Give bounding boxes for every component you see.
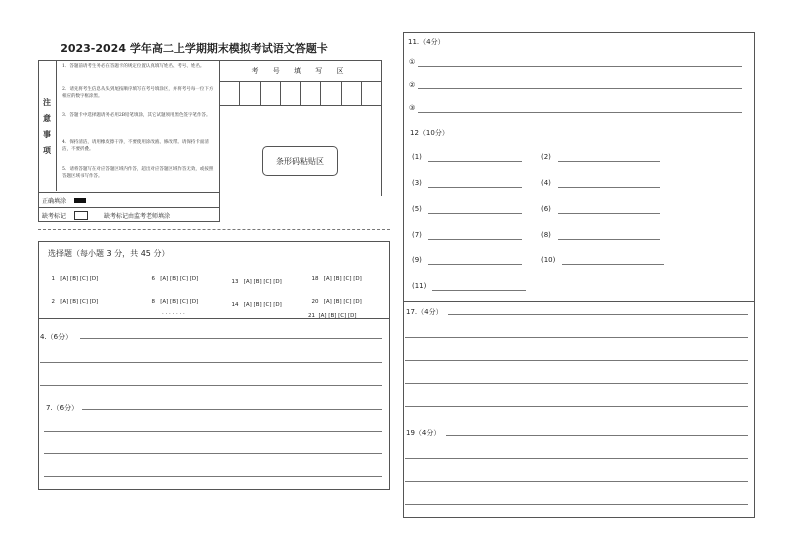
- id-cell[interactable]: [220, 82, 240, 106]
- mc-question[interactable]: [228, 273, 282, 285]
- blank-label: (10): [541, 256, 556, 264]
- question-11-label: 11.（4分）: [408, 38, 445, 46]
- blank-label: (8): [541, 231, 551, 239]
- id-cells: [220, 82, 382, 106]
- answer-line[interactable]: [405, 337, 748, 338]
- mc-partial-row: . . . . . . .: [162, 310, 185, 316]
- mc-options[interactable]: [A] [B] [C] [D]: [323, 276, 362, 282]
- mc-options[interactable]: [A] [B] [C] [D]: [160, 299, 199, 305]
- answer-line[interactable]: [558, 187, 660, 188]
- answer-line[interactable]: [428, 187, 522, 188]
- mc-options[interactable]: [A] [B] [C] [D]: [243, 279, 282, 285]
- blank-label: (3): [412, 179, 422, 187]
- blank-label: (1): [412, 153, 422, 161]
- mc-question[interactable]: [308, 293, 362, 305]
- question-7-label: 7.（6分）: [46, 404, 79, 412]
- answer-line[interactable]: [405, 481, 748, 482]
- mc-question[interactable]: [148, 270, 198, 282]
- answer-line[interactable]: [44, 453, 382, 454]
- notice-label-char: 事: [43, 128, 51, 139]
- blank-label: (2): [541, 153, 551, 161]
- barcode-area: 条形码粘贴区: [262, 146, 338, 176]
- answer-line[interactable]: [405, 504, 748, 505]
- mc-question[interactable]: [308, 270, 362, 282]
- blank-label: (6): [541, 205, 551, 213]
- blank-label: (4): [541, 179, 551, 187]
- blank-label: ②: [409, 81, 416, 89]
- answer-line[interactable]: [562, 264, 664, 265]
- answer-line[interactable]: [432, 290, 526, 291]
- id-cell[interactable]: [321, 82, 341, 106]
- filled-box-icon: [74, 198, 86, 203]
- id-cell[interactable]: [240, 82, 260, 106]
- notice-item: 2．请先将考生信息从头到尾按顺序填写在考号填涂区，并将考号每一位下方相应的数字框涂黑。: [62, 87, 214, 99]
- mc-question-number: 2: [51, 299, 55, 305]
- id-cell[interactable]: [261, 82, 281, 106]
- blank-label: ③: [409, 104, 416, 112]
- left-answer-box: [38, 319, 390, 490]
- answer-line[interactable]: [418, 112, 742, 113]
- mc-question[interactable]: [228, 296, 282, 308]
- answer-line[interactable]: [82, 409, 382, 410]
- section-divider: [403, 301, 755, 302]
- notice-label: [38, 60, 57, 191]
- mc-question[interactable]: [148, 293, 198, 305]
- cut-line: [38, 229, 390, 230]
- answer-line[interactable]: [558, 161, 660, 162]
- notice-label-char: 项: [43, 144, 51, 155]
- answer-line[interactable]: [558, 213, 660, 214]
- correct-fill-row: [38, 192, 220, 207]
- mc-question-number: 14: [231, 302, 239, 308]
- notice-label-char: 注: [43, 96, 51, 107]
- answer-line[interactable]: [44, 431, 382, 432]
- correct-fill-label: 正确填涂: [42, 197, 67, 205]
- mc-options[interactable]: [A] [B] [C] [D]: [60, 276, 99, 282]
- page-title: 2023-2024 学年高二上学期期末模拟考试语文答题卡: [60, 42, 328, 55]
- mc-options[interactable]: [A] [B] [C] [D]: [323, 299, 362, 305]
- mc-partial-row: 21 [A] [B] [C] [D]: [308, 313, 357, 318]
- notice-item: 4．保持清洁，请用橡皮擦干净，不要使用涂改液、修改带。请保持卡面清洁，不要折叠。: [62, 140, 209, 152]
- mc-question[interactable]: [48, 293, 98, 305]
- question-19-label: 19（4分）: [406, 429, 441, 437]
- question-17-label: 17.（4分）: [406, 308, 443, 316]
- id-cell[interactable]: [301, 82, 321, 106]
- question-4-label: 4.（6分）: [40, 333, 73, 341]
- mc-options[interactable]: [A] [B] [C] [D]: [160, 276, 199, 282]
- mc-question-number: 1: [51, 276, 55, 282]
- notice-label-char: 意: [43, 112, 51, 123]
- notice-item: 3．答题卡中选择题请务必用2B铅笔填涂，其它试题须用黑色签字笔作答。: [62, 113, 211, 118]
- mc-question-number: 18: [311, 276, 319, 282]
- mc-options[interactable]: [A] [B] [C] [D]: [60, 299, 99, 305]
- blank-label: (5): [412, 205, 422, 213]
- right-answer-box: [403, 32, 755, 518]
- answer-line[interactable]: [428, 264, 522, 265]
- answer-line[interactable]: [418, 88, 742, 89]
- blank-label: (11): [412, 282, 427, 290]
- answer-line[interactable]: [44, 476, 382, 477]
- answer-line[interactable]: [405, 406, 748, 407]
- mc-question-number: 13: [231, 279, 239, 285]
- answer-line[interactable]: [558, 239, 660, 240]
- mc-question[interactable]: [48, 270, 98, 282]
- multiple-choice-title: 选择题（每小题 3 分，共 45 分）: [48, 249, 170, 258]
- answer-line[interactable]: [428, 161, 522, 162]
- answer-line[interactable]: [405, 458, 748, 459]
- blank-label: ①: [409, 58, 416, 66]
- blank-label: (7): [412, 231, 422, 239]
- mc-options[interactable]: [A] [B] [C] [D]: [243, 302, 282, 308]
- answer-line[interactable]: [448, 314, 748, 315]
- answer-line[interactable]: [40, 362, 382, 363]
- answer-line[interactable]: [405, 383, 748, 384]
- answer-line[interactable]: [40, 385, 382, 386]
- answer-line[interactable]: [428, 239, 522, 240]
- notice-item: 1．答题前请考生务必在答题卡的规定位置认真填写姓名、考号、姓名。: [62, 64, 205, 69]
- absent-row: [38, 207, 220, 222]
- absent-label: 缺考标记: [42, 212, 67, 220]
- mc-question-number: 8: [151, 299, 155, 305]
- answer-line[interactable]: [80, 338, 382, 339]
- id-area-border: [381, 106, 382, 196]
- id-cell[interactable]: [342, 82, 362, 106]
- absent-checkbox[interactable]: [74, 211, 88, 220]
- blank-label: (9): [412, 256, 422, 264]
- answer-line[interactable]: [428, 213, 522, 214]
- absent-note: 缺考标记由监考老师填涂: [104, 212, 171, 220]
- id-cell[interactable]: [362, 82, 382, 106]
- id-area-header: 考 号 填 写 区: [220, 60, 382, 82]
- mc-question-number: 20: [311, 299, 319, 305]
- question-12-label: 12（10分）: [410, 129, 449, 137]
- answer-line[interactable]: [405, 360, 748, 361]
- id-cell[interactable]: [281, 82, 301, 106]
- answer-line[interactable]: [446, 435, 748, 436]
- mc-question-number: 6: [151, 276, 155, 282]
- notice-item: 5．请将答题写在对应答题区域内作答，超出对应答题区域作答无效，或按照答题区域书写作答。: [62, 167, 214, 179]
- answer-line[interactable]: [418, 66, 742, 67]
